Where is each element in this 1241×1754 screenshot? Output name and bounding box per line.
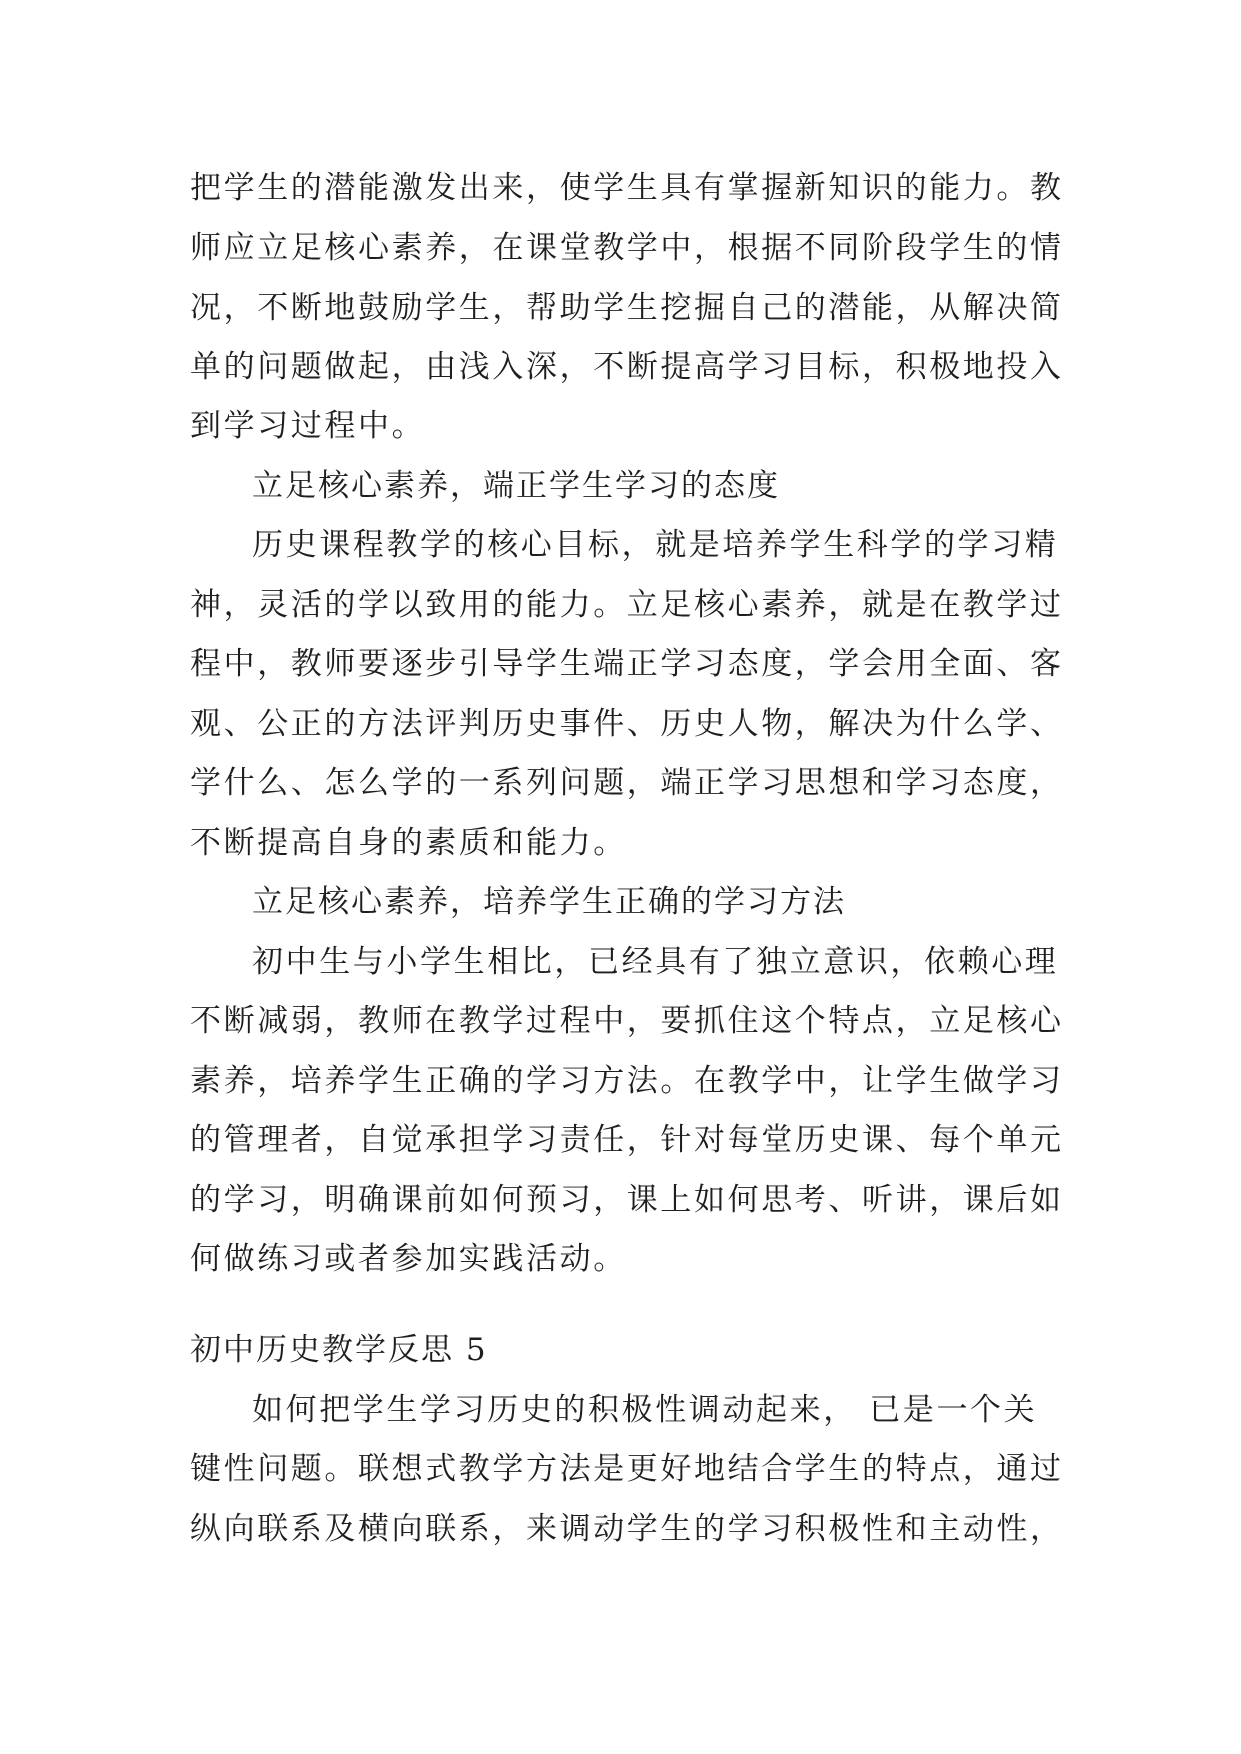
text-line: 到学习过程中。 [190,408,426,444]
text-line: 观、公正的方法评判历史事件、历史人物，解决为什么学、 [190,706,1064,742]
text-line: 不断减弱，教师在教学过程中，要抓住这个特点，立足核心 [190,1003,1064,1039]
text-line: 单的问题做起，由浅入深，不断提高学习目标，积极地投入 [190,349,1064,385]
text-line: 何做练习或者参加实践活动。 [190,1241,627,1277]
document-title: 初中历史教学反思 5 [190,1332,488,1368]
text-line: 况，不断地鼓励学生，帮助学生挖掘自己的潜能，从解决简 [190,290,1064,326]
text-line: 初中生与小学生相比，已经具有了独立意识，依赖心理 [252,944,1059,980]
text-line: 把学生的潜能激发出来，使学生具有掌握新知识的能力。教 [190,170,1064,206]
text-line: 纵向联系及横向联系，来调动学生的学习积极性和主动性， [190,1511,1064,1547]
text-line: 素养，培养学生正确的学习方法。在教学中，让学生做学习 [190,1063,1064,1099]
text-line: 学什么、怎么学的一系列问题，端正学习思想和学习态度， [190,765,1064,801]
text-line: 师应立足核心素养，在课堂教学中，根据不同阶段学生的情 [190,230,1064,266]
text-line: 如何把学生学习历史的积极性调动起来， 已是一个关 [252,1392,1038,1428]
text-line: 历史课程教学的核心目标，就是培养学生科学的学习精 [252,527,1059,563]
text-line: 程中，教师要逐步引导学生端正学习态度，学会用全面、客 [190,646,1064,682]
section-heading: 立足核心素养，端正学生学习的态度 [252,468,780,504]
text-line: 神，灵活的学以致用的能力。立足核心素养，就是在教学过 [190,587,1064,623]
text-line: 键性问题。联想式教学方法是更好地结合学生的特点，通过 [190,1451,1064,1487]
text-line: 的学习，明确课前如何预习，课上如何思考、听讲，课后如 [190,1182,1064,1218]
section-heading: 立足核心素养，培养学生正确的学习方法 [252,884,846,920]
text-line: 的管理者，自觉承担学习责任，针对每堂历史课、每个单元 [190,1122,1064,1158]
text-line: 不断提高自身的素质和能力。 [190,825,627,861]
